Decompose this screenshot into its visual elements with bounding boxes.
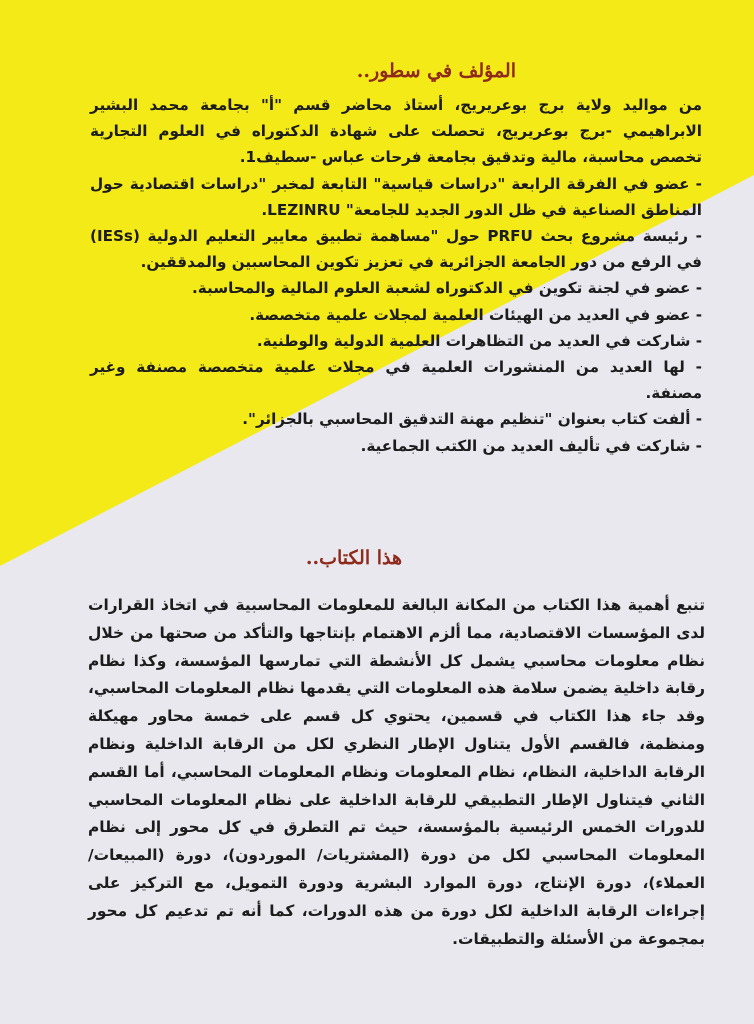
author-item: - عضو في لجنة تكوين في الدكتوراه لشعبة العلوم المالية والمحاسبة.: [192, 279, 702, 298]
author-item: - ألفت كتاب بعنوان "تنظيم مهنة التدقيق المحاسبي بالجزائر".: [242, 410, 702, 429]
author-intro: من مواليد ولاية برج بوعريريج، أستاذ محاضر قسم "أ" بجامعة محمد البشير الابراهيمي -برج بوعريريج، تحصلت على شهادة الدكتوراه في العلوم التجارية تخصص محاسبة، مالية وتدقيق بجامعة فرحات عباس -سطيف1.: [90, 96, 702, 167]
author-item: - شاركت في تأليف العديد من الكتب الجماعية.: [360, 436, 702, 455]
author-item: - عضو في الفرقة الرابعة "دراسات قياسية" التابعة لمخبر "دراسات اقتصادية حول المناطق الصناعية في ظل الدور الجديد للجامعة" LEZINRU.: [90, 174, 702, 219]
book-description: [88, 592, 705, 953]
author-item: - لها العديد من المنشورات العلمية في مجلات علمية متخصصة مصنفة وغير مصنفة.: [90, 358, 702, 403]
book-paragraph: تنبع أهمية هذا الكتاب من المكانة البالغة للمعلومات المحاسبية في اتخاذ القرارات لدى المؤسسات الاقتصادية، مما ألزم الاهتمام بإنتاجها والتأكد من صحتها من خلال نظام معلومات محاسبي يشمل كل الأنشطة التي تمارسها المؤسسة، وكذا نظام رقابة داخلية يضمن سلامة هذه المعلومات التي يقدمها نظام المعلومات المحاسبي، وقد جاء هذا الكتاب في قسمين، يحتوي كل قسم على خمسة محاور مهيكلة ومنظمة، فالقسم الأول يتناول الإطار النظري لكل من الرقابة الداخلية ونظام الرقابة الداخلية، النظام، نظام المعلومات ونظام المعلومات المحاسبي، أما القسم الثاني فيتناول الإطار التطبيقي للرقابة الداخلية على نظام المعلومات المحاسبي للدورات الخمس الرئيسية بالمؤسسة، حيث تم التطرق في كل محور إلى نظام المعلومات المحاسبي لكل من دورة (المشتريات/ الموردون)، دورة (المبيعات/ العملاء)، دورة الإنتاج، دورة الموارد البشرية ودورة التمويل، مع التركيز على إجراءات الرقابة الداخلية لكل دورة من هذه الدورات، كما أنه تم تدعيم كل محور بمجموعة من الأسئلة والتطبيقات.: [88, 596, 705, 948]
author-item: - عضو في العديد من الهيئات العلمية لمجلات علمية متخصصة.: [249, 305, 702, 324]
book-heading: هذا الكتاب..: [305, 547, 402, 569]
author-item: - رئيسة مشروع بحث PRFU حول "مساهمة تطبيق معايير التعليم الدولية (IESs) في الرفع من دور الجامعة الجزائرية في تعزيز تكوين المحاسبين والمدققين.: [90, 227, 702, 272]
author-heading: المؤلف في سطور..: [356, 60, 516, 82]
author-bio: [90, 92, 702, 459]
author-item: - شاركت في العديد من التظاهرات العلمية الدولية والوطنية.: [256, 331, 702, 350]
